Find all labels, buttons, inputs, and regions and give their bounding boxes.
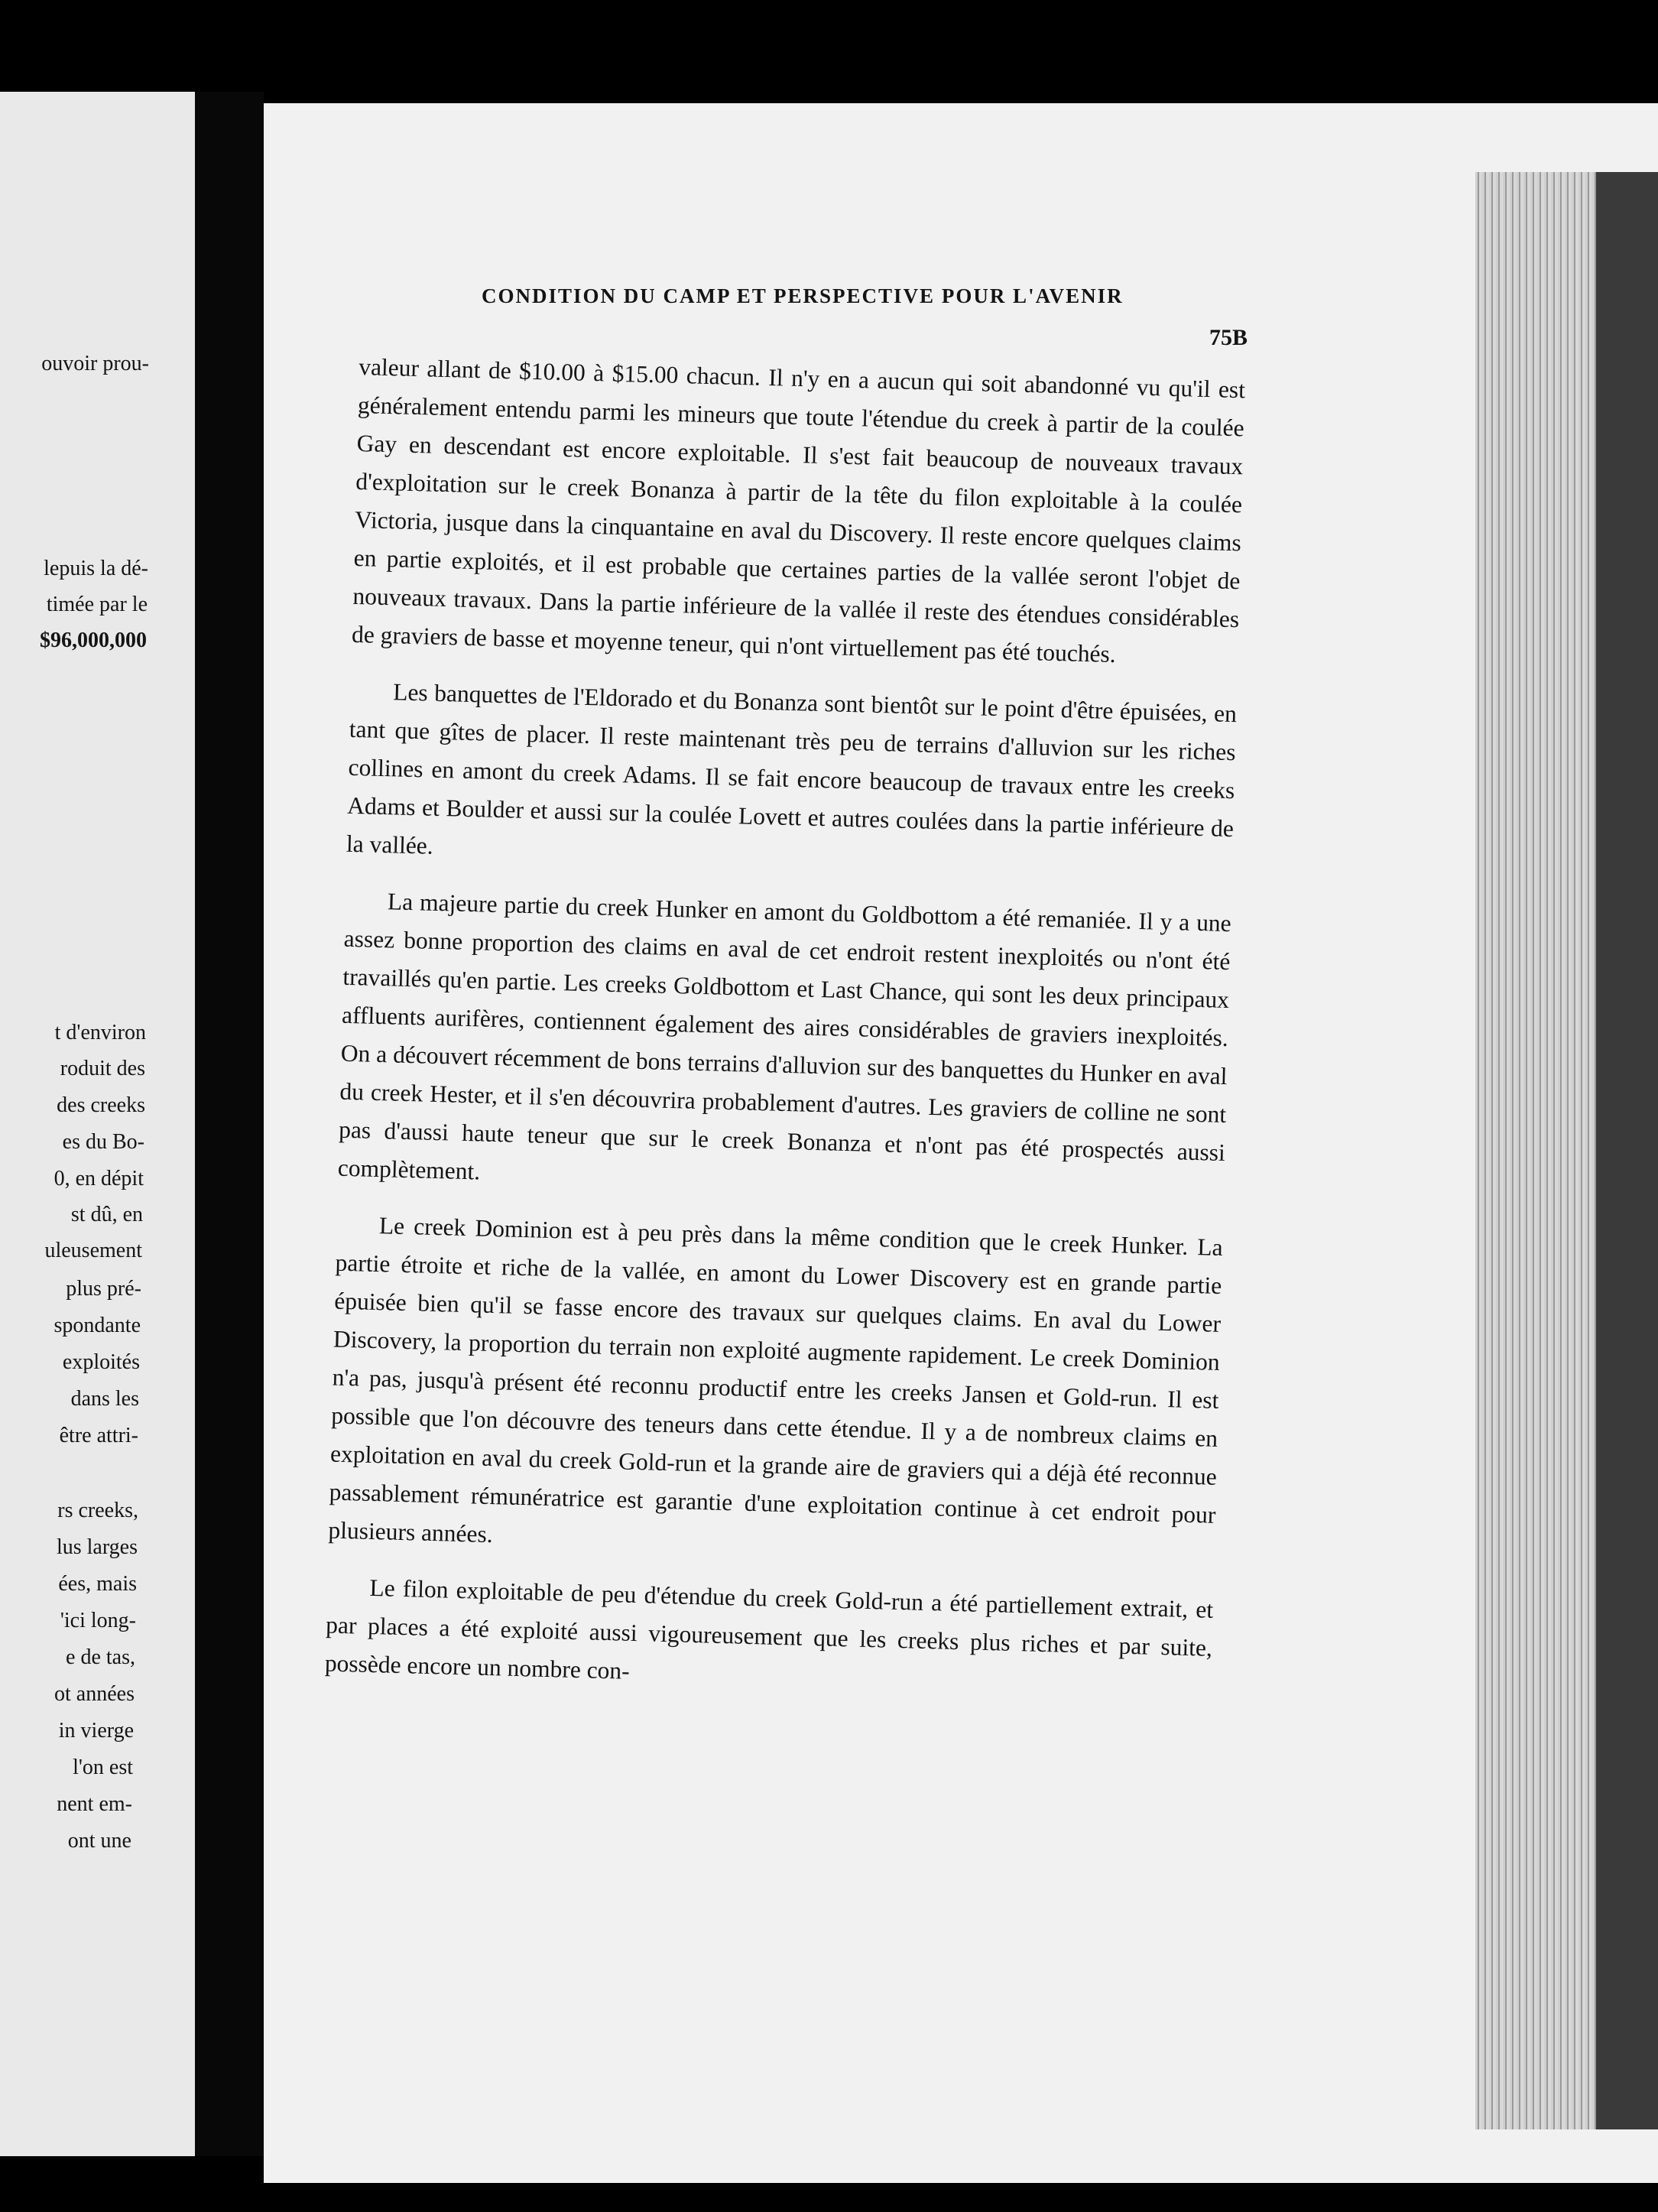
facing-page-line: plus pré- — [66, 1277, 141, 1301]
page-number: 75B — [1209, 325, 1248, 350]
facing-page-line: $96,000,000 — [40, 629, 147, 652]
facing-page-line: in vierge — [58, 1719, 134, 1743]
facing-page-line: nent em- — [57, 1792, 132, 1816]
facing-page-line: 'ici long- — [60, 1609, 136, 1632]
facing-page-line: des creeks — [57, 1093, 145, 1117]
facing-page-line: l'on est — [73, 1756, 133, 1779]
facing-page-line: lepuis la dé- — [44, 557, 148, 580]
facing-page-line: spondante — [54, 1314, 141, 1337]
facing-page-line: es du Bo- — [62, 1130, 144, 1154]
page-edge-shadow — [1596, 172, 1658, 2129]
paragraph: Le creek Dominion est à peu près dans la même condition que le creek Hunker. La partie étroite et riche de la vallée, en amont du Lower Discovery est en grande partie épuisée bien qu'il se fasse encore des travaux sur quelques claims. En aval du Lower Discovery, la proportion du terrain non exploité augmente rapidement. Le creek Dominion n'a pas, jusqu'à présent été reconnu productif entre les creeks Jansen et Gold-run. Il est possible que l'on découvre des teneurs dans cette étendue. Il y a de nombreux claims en exploitation en aval du creek Gold-run et la grande aire de graviers qui a déjà été reconnue passablement rémunératrice est garantie d'une exploitation continue à cet endroit pour plusieurs années. — [328, 1212, 1224, 1548]
facing-page-line: e de tas, — [66, 1645, 135, 1669]
paragraph: valeur allant de $10.00 à $15.00 chacun. Il n'y en a aucun qui soit abandonné vu qu'il est généralement entendu parmi les mineurs que toute l'étendue du creek à partir de la coulée Gay en descendant est encore exploitable. Il s'est fait beaucoup de nouveaux travaux d'exploitation sur le creek Bonanza à partir de la tête du filon exploitable à la coulée Victoria, jusque dans la cinquantaine en aval du Discovery. Il reste encore quelques claims en partie exploités, et il est probable que certaines parties de la vallée seront l'objet de nouveaux travaux. Dans la partie inférieure de la vallée il reste des étendues considérables de graviers de basse et moyenne teneur, qui n'ont virtuellement pas été touchés. — [351, 352, 1246, 668]
facing-page-line: t d'environ — [54, 1021, 146, 1044]
paragraph: Le filon exploitable de peu d'étendue du creek Gold-run a été partiellement extrait, et par places a été exploité aussi vigoureusement que les creeks plus riches et par suite, possède encore un nombre con- — [324, 1574, 1214, 1684]
facing-page-line: ont une — [67, 1829, 131, 1853]
facing-page-line: timée par le — [46, 593, 148, 616]
facing-page-line: être attri- — [59, 1424, 138, 1447]
facing-page-line: roduit des — [60, 1057, 145, 1080]
body-text — [324, 348, 1246, 1724]
facing-page-line: exploités — [62, 1350, 140, 1374]
facing-page-line: rs creeks, — [57, 1499, 138, 1522]
facing-page-line: 0, en dépit — [54, 1167, 144, 1190]
facing-page-line: uleusement — [44, 1239, 142, 1262]
facing-page-line: ées, mais — [58, 1572, 137, 1596]
book-gutter — [195, 92, 264, 2156]
facing-page-line: dans les — [70, 1387, 139, 1411]
facing-page-line: lus larges — [56, 1535, 138, 1559]
facing-page-line: st dû, en — [70, 1203, 143, 1226]
running-head: CONDITION DU CAMP ET PERSPECTIVE POUR L'AVENIR — [482, 284, 1124, 307]
paragraph: La majeure partie du creek Hunker en amont du Goldbottom a été remaniée. Il y a une assez bonne proportion des claims en aval de cet endroit restent inexploités ou n'ont été travaillés qu'en partie. Les creeks Goldbottom et Last Chance, qui sont les deux principaux affluents aurifères, contiennent également des aires considérables de graviers inexploités. On a découvert récemment de bons terrains d'alluvion sur des banquettes du Hunker en aval du creek Hester, et il s'en découvrira probablement d'autres. Les graviers de colline ne sont pas d'aussi haute teneur que sur le creek Bonanza et n'ont pas été prospectés aussi complètement. — [337, 888, 1232, 1185]
facing-page-line: ot années — [54, 1682, 135, 1706]
paragraph: Les banquettes de l'Eldorado et du Bonanza sont bientôt sur le point d'être épuisées, en tant que gîtes de placer. Il reste maintenant très peu de terrains d'alluvion sur les riches collines en amont du creek Adams. Il se fait encore beaucoup de travaux entre les creeks Adams et Boulder et aussi sur la coulée Lovett et autres coulées dans la partie inférieure de la vallée. — [346, 678, 1238, 859]
facing-page-line: ouvoir prou- — [41, 352, 149, 375]
